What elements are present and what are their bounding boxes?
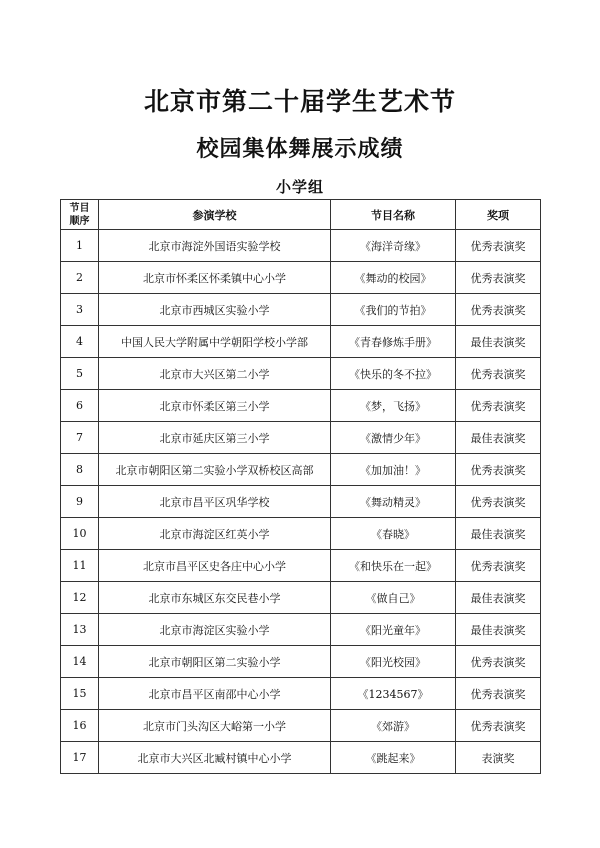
cell-order: 8 [61, 454, 99, 486]
cell-award: 优秀表演奖 [456, 262, 541, 294]
table-row [61, 486, 541, 518]
cell-award: 优秀表演奖 [456, 294, 541, 326]
cell-order: 2 [61, 262, 99, 294]
page-subtitle: 校园集体舞展示成绩 [196, 136, 404, 162]
cell-order: 5 [61, 358, 99, 390]
cell-school: 北京市朝阳区第二实验小学 [99, 646, 331, 678]
cell-program: 《舞动精灵》 [331, 486, 456, 518]
cell-school: 北京市延庆区第三小学 [99, 422, 331, 454]
results-table [60, 199, 541, 774]
group-label: 小学组 [275, 178, 324, 196]
cell-order: 11 [61, 550, 99, 582]
table-row [61, 326, 541, 358]
cell-school: 北京市东城区东交民巷小学 [99, 582, 331, 614]
cell-program: 《梦，飞扬》 [331, 390, 456, 422]
cell-program: 《阳光校园》 [331, 646, 456, 678]
cell-order: 4 [61, 326, 99, 358]
cell-school: 北京市海淀区红英小学 [99, 518, 331, 550]
cell-school: 北京市西城区实验小学 [99, 294, 331, 326]
cell-school: 北京市怀柔区第三小学 [99, 390, 331, 422]
cell-award: 最佳表演奖 [456, 326, 541, 358]
cell-award: 优秀表演奖 [456, 486, 541, 518]
cell-program: 《阳光童年》 [331, 614, 456, 646]
cell-order: 6 [61, 390, 99, 422]
cell-award: 优秀表演奖 [456, 230, 541, 262]
table-row [61, 230, 541, 262]
cell-order: 1 [61, 230, 99, 262]
table-row [61, 358, 541, 390]
table-row [61, 742, 541, 774]
cell-award: 优秀表演奖 [456, 390, 541, 422]
cell-order: 17 [61, 742, 99, 774]
cell-program: 《做自己》 [331, 582, 456, 614]
table-row [61, 678, 541, 710]
page-title: 北京市第二十届学生艺术节 [143, 87, 456, 116]
cell-award: 优秀表演奖 [456, 358, 541, 390]
header-order-line2: 顺序 [69, 215, 90, 227]
cell-award: 优秀表演奖 [456, 646, 541, 678]
cell-program: 《和快乐在一起》 [331, 550, 456, 582]
cell-award: 最佳表演奖 [456, 422, 541, 454]
cell-school: 北京市大兴区第二小学 [99, 358, 331, 390]
cell-order: 15 [61, 678, 99, 710]
cell-award: 优秀表演奖 [456, 454, 541, 486]
cell-school: 北京市怀柔区怀柔镇中心小学 [99, 262, 331, 294]
cell-order: 14 [61, 646, 99, 678]
cell-order: 16 [61, 710, 99, 742]
table-row [61, 294, 541, 326]
cell-school: 北京市海淀区实验小学 [99, 614, 331, 646]
cell-order: 13 [61, 614, 99, 646]
cell-program: 《郊游》 [331, 710, 456, 742]
table-row [61, 710, 541, 742]
cell-award: 最佳表演奖 [456, 518, 541, 550]
cell-program: 《快乐的冬不拉》 [331, 358, 456, 390]
cell-order: 12 [61, 582, 99, 614]
cell-program: 《海洋奇缘》 [331, 230, 456, 262]
header-order [61, 200, 99, 230]
cell-program: 《1234567》 [331, 678, 456, 710]
cell-program: 《激情少年》 [331, 422, 456, 454]
cell-school: 北京市昌平区南邵中心小学 [99, 678, 331, 710]
table-row [61, 582, 541, 614]
cell-school: 北京市昌平区巩华学校 [99, 486, 331, 518]
cell-program: 《跳起来》 [331, 742, 456, 774]
table-row [61, 518, 541, 550]
cell-school: 北京市大兴区北臧村镇中心小学 [99, 742, 331, 774]
cell-school: 北京市昌平区史各庄中心小学 [99, 550, 331, 582]
cell-award: 优秀表演奖 [456, 710, 541, 742]
cell-program: 《我们的节拍》 [331, 294, 456, 326]
cell-award: 优秀表演奖 [456, 550, 541, 582]
cell-award: 优秀表演奖 [456, 678, 541, 710]
header-school: 参演学校 [99, 200, 331, 230]
cell-program: 《青春修炼手册》 [331, 326, 456, 358]
cell-award: 表演奖 [456, 742, 541, 774]
table-row [61, 646, 541, 678]
cell-order: 7 [61, 422, 99, 454]
cell-award: 最佳表演奖 [456, 614, 541, 646]
table-row [61, 614, 541, 646]
header-program: 节目名称 [331, 200, 456, 230]
table-row [61, 390, 541, 422]
table-row [61, 422, 541, 454]
header-award: 奖项 [456, 200, 541, 230]
table-row [61, 262, 541, 294]
cell-order: 9 [61, 486, 99, 518]
table-row [61, 550, 541, 582]
table-header-row [61, 200, 541, 230]
cell-order: 10 [61, 518, 99, 550]
cell-program: 《春晓》 [331, 518, 456, 550]
header-order-line1: 节目 [69, 202, 90, 214]
cell-school: 北京市海淀外国语实验学校 [99, 230, 331, 262]
cell-school: 北京市朝阳区第二实验小学双桥校区高部 [99, 454, 331, 486]
cell-school: 中国人民大学附属中学朝阳学校小学部 [99, 326, 331, 358]
cell-program: 《加加油！》 [331, 454, 456, 486]
cell-award: 最佳表演奖 [456, 582, 541, 614]
cell-school: 北京市门头沟区大峪第一小学 [99, 710, 331, 742]
cell-program: 《舞动的校园》 [331, 262, 456, 294]
cell-order: 3 [61, 294, 99, 326]
table-row [61, 454, 541, 486]
